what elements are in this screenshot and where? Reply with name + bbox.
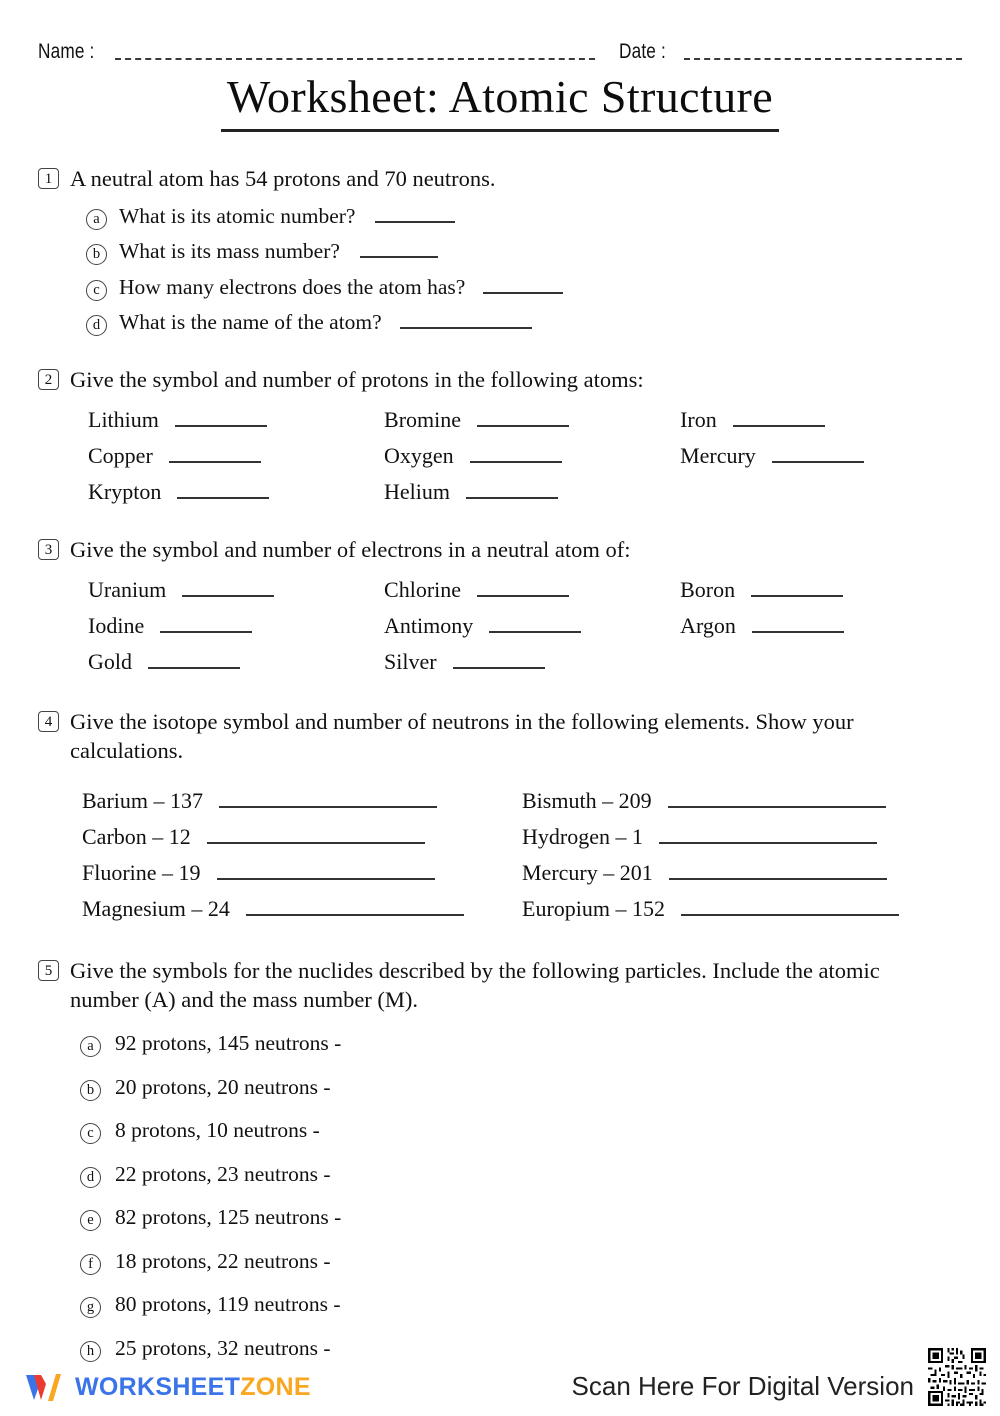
logo-text (75, 1373, 311, 1402)
element-cell (680, 577, 962, 603)
element-name: Krypton (88, 478, 162, 504)
element-row (88, 479, 962, 505)
question-number-badge: 3 (38, 539, 59, 560)
isotope-name: Bismuth – 209 (522, 787, 652, 813)
sub-item (86, 274, 962, 302)
answer-blank[interactable] (175, 425, 267, 427)
question-1-subitems (86, 203, 962, 337)
isotope-cell (522, 860, 962, 886)
sub-item (80, 1161, 962, 1189)
answer-blank[interactable] (360, 256, 438, 258)
sub-item-text: 20 protons, 20 neutrons - (115, 1074, 331, 1099)
element-name: Oxygen (384, 442, 454, 468)
element-name: Antimony (384, 613, 474, 639)
isotope-row (82, 896, 962, 922)
sub-item-text: 18 protons, 22 neutrons - (115, 1248, 331, 1273)
answer-blank[interactable] (669, 878, 887, 880)
element-row (88, 407, 962, 433)
element-name: Helium (384, 478, 451, 504)
question-number-badge: 4 (38, 711, 59, 732)
element-name: Copper (88, 442, 153, 468)
logo-worksheet-text: WORKSHEET (75, 1372, 241, 1401)
sub-letter-badge: e (80, 1210, 101, 1231)
element-name: Boron (680, 577, 736, 603)
answer-blank[interactable] (772, 461, 864, 463)
isotope-row (82, 860, 962, 886)
answer-blank[interactable] (169, 461, 261, 463)
sub-letter-badge: c (80, 1123, 101, 1144)
question-2 (38, 365, 962, 394)
sub-item (80, 1248, 962, 1276)
sub-item (86, 309, 962, 337)
element-cell (88, 443, 384, 469)
answer-blank[interactable] (659, 842, 877, 844)
sub-letter-badge: d (86, 315, 107, 336)
isotope-cell (82, 896, 522, 922)
element-cell (384, 613, 680, 639)
isotope-name: Europium – 152 (522, 895, 665, 921)
isotope-cell (522, 896, 962, 922)
page-title: Worksheet: Atomic Structure (221, 70, 779, 132)
sub-item-text: 25 protons, 32 neutrons - (115, 1335, 331, 1360)
element-row (88, 443, 962, 469)
element-cell (88, 649, 384, 675)
page-footer (0, 1354, 1000, 1416)
isotope-cell (522, 788, 962, 814)
element-cell (384, 479, 680, 505)
isotope-row (82, 824, 962, 850)
question-prompt: Give the symbol and number of protons in the following atoms: (70, 366, 644, 392)
answer-blank[interactable] (400, 327, 532, 329)
element-cell (680, 613, 962, 639)
sub-item-text: What is the name of the atom? (119, 310, 382, 335)
question-4-isotope-grid (82, 788, 962, 922)
isotope-name: Fluorine – 19 (82, 859, 201, 885)
element-cell (680, 443, 962, 469)
element-name: Iron (680, 406, 717, 432)
sub-item (80, 1117, 962, 1145)
isotope-name: Carbon – 12 (82, 823, 191, 849)
question-prompt: Give the symbols for the nuclides described by the following particles. Include the atomic number (A) and the mass number (M). (70, 957, 880, 1012)
worksheetzone-w-icon (24, 1370, 66, 1404)
answer-blank[interactable] (182, 595, 274, 597)
answer-blank[interactable] (246, 914, 464, 916)
sub-item-text: What is its mass number? (119, 239, 340, 264)
element-cell (88, 407, 384, 433)
answer-blank[interactable] (681, 914, 899, 916)
sub-item (86, 203, 962, 231)
answer-blank[interactable] (470, 461, 562, 463)
answer-blank[interactable] (207, 842, 425, 844)
element-row (88, 577, 962, 603)
sub-item (86, 238, 962, 266)
element-name: Iodine (88, 613, 145, 639)
element-cell (680, 407, 962, 433)
sub-item (80, 1291, 962, 1319)
element-cell (88, 479, 384, 505)
sub-item-text: 22 protons, 23 neutrons - (115, 1161, 331, 1186)
answer-blank[interactable] (375, 221, 455, 223)
question-number-badge: 1 (38, 168, 59, 189)
question-prompt: Give the symbol and number of electrons in a neutral atom of: (70, 536, 631, 562)
element-name: Silver (384, 649, 437, 675)
element-cell (384, 407, 680, 433)
element-cell-empty (680, 649, 962, 675)
answer-blank[interactable] (477, 595, 569, 597)
sub-item (80, 1030, 962, 1058)
isotope-name: Barium – 137 (82, 787, 203, 813)
element-cell (88, 577, 384, 603)
question-4 (38, 707, 962, 766)
sub-letter-badge: c (86, 280, 107, 301)
element-name: Uranium (88, 577, 167, 603)
isotope-cell (82, 824, 522, 850)
question-1 (38, 164, 962, 193)
isotope-cell (82, 860, 522, 886)
element-cell (88, 613, 384, 639)
isotope-cell (82, 788, 522, 814)
element-name: Gold (88, 649, 132, 675)
element-row (88, 613, 962, 639)
answer-blank[interactable] (483, 292, 563, 294)
question-prompt: A neutral atom has 54 protons and 70 neutrons. (70, 166, 496, 192)
element-cell (384, 649, 680, 675)
sub-item-text: 82 protons, 125 neutrons - (115, 1205, 342, 1230)
isotope-cell (522, 824, 962, 850)
name-input-line[interactable] (115, 57, 595, 60)
sub-letter-badge: d (80, 1167, 101, 1188)
element-cell (384, 577, 680, 603)
answer-blank[interactable] (177, 497, 269, 499)
logo-zone-text: ZONE (240, 1372, 311, 1401)
sub-item-text: 92 protons, 145 neutrons - (115, 1031, 342, 1056)
answer-blank[interactable] (466, 497, 558, 499)
qr-code-icon[interactable] (924, 1344, 990, 1410)
element-name: Lithium (88, 406, 159, 432)
answer-blank[interactable] (752, 631, 844, 633)
question-5 (38, 956, 962, 1015)
question-2-element-grid (88, 407, 962, 505)
answer-blank[interactable] (751, 595, 843, 597)
question-3-element-grid (88, 577, 962, 675)
sub-item-text: What is its atomic number? (119, 203, 356, 228)
answer-blank[interactable] (160, 631, 252, 633)
sub-item-text: 80 protons, 119 neutrons - (115, 1292, 341, 1317)
isotope-row (82, 788, 962, 814)
element-name: Bromine (384, 406, 462, 432)
question-prompt: Give the isotope symbol and number of neutrons in the following elements. Show your calculations. (70, 709, 854, 764)
sub-letter-badge: h (80, 1341, 101, 1362)
worksheetzone-logo[interactable] (24, 1370, 311, 1404)
question-number-badge: 2 (38, 369, 59, 390)
element-name: Mercury (680, 442, 756, 468)
isotope-name: Magnesium – 24 (82, 895, 230, 921)
element-row (88, 649, 962, 675)
sub-letter-badge: b (80, 1080, 101, 1101)
answer-blank[interactable] (453, 667, 545, 669)
answer-blank[interactable] (217, 878, 435, 880)
scan-instruction-text: Scan Here For Digital Version (571, 1371, 914, 1401)
element-cell-empty (680, 479, 962, 505)
answer-blank[interactable] (219, 806, 437, 808)
question-3 (38, 535, 962, 564)
sub-letter-badge: g (80, 1297, 101, 1318)
sub-letter-badge: b (86, 244, 107, 265)
element-name: Chlorine (384, 577, 462, 603)
question-number-badge: 5 (38, 960, 59, 981)
sub-letter-badge: f (80, 1254, 101, 1275)
sub-letter-badge: a (80, 1036, 101, 1057)
answer-blank[interactable] (733, 425, 825, 427)
sub-item-text: How many electrons does the atom has? (119, 274, 466, 299)
sub-item (80, 1074, 962, 1102)
answer-blank[interactable] (489, 631, 581, 633)
answer-blank[interactable] (668, 806, 886, 808)
question-5-subitems (80, 1030, 962, 1362)
answer-blank[interactable] (477, 425, 569, 427)
date-input-line[interactable] (684, 57, 962, 60)
element-name: Argon (680, 613, 736, 639)
element-cell (384, 443, 680, 469)
title-container (38, 70, 962, 132)
name-date-row (38, 0, 962, 64)
isotope-name: Hydrogen – 1 (522, 823, 643, 849)
date-label: Date : (618, 40, 666, 63)
sub-letter-badge: a (86, 209, 107, 230)
isotope-name: Mercury – 201 (522, 859, 653, 885)
sub-item (80, 1204, 962, 1232)
answer-blank[interactable] (148, 667, 240, 669)
name-label: Name : (38, 40, 95, 63)
sub-item-text: 8 protons, 10 neutrons - (115, 1118, 320, 1143)
